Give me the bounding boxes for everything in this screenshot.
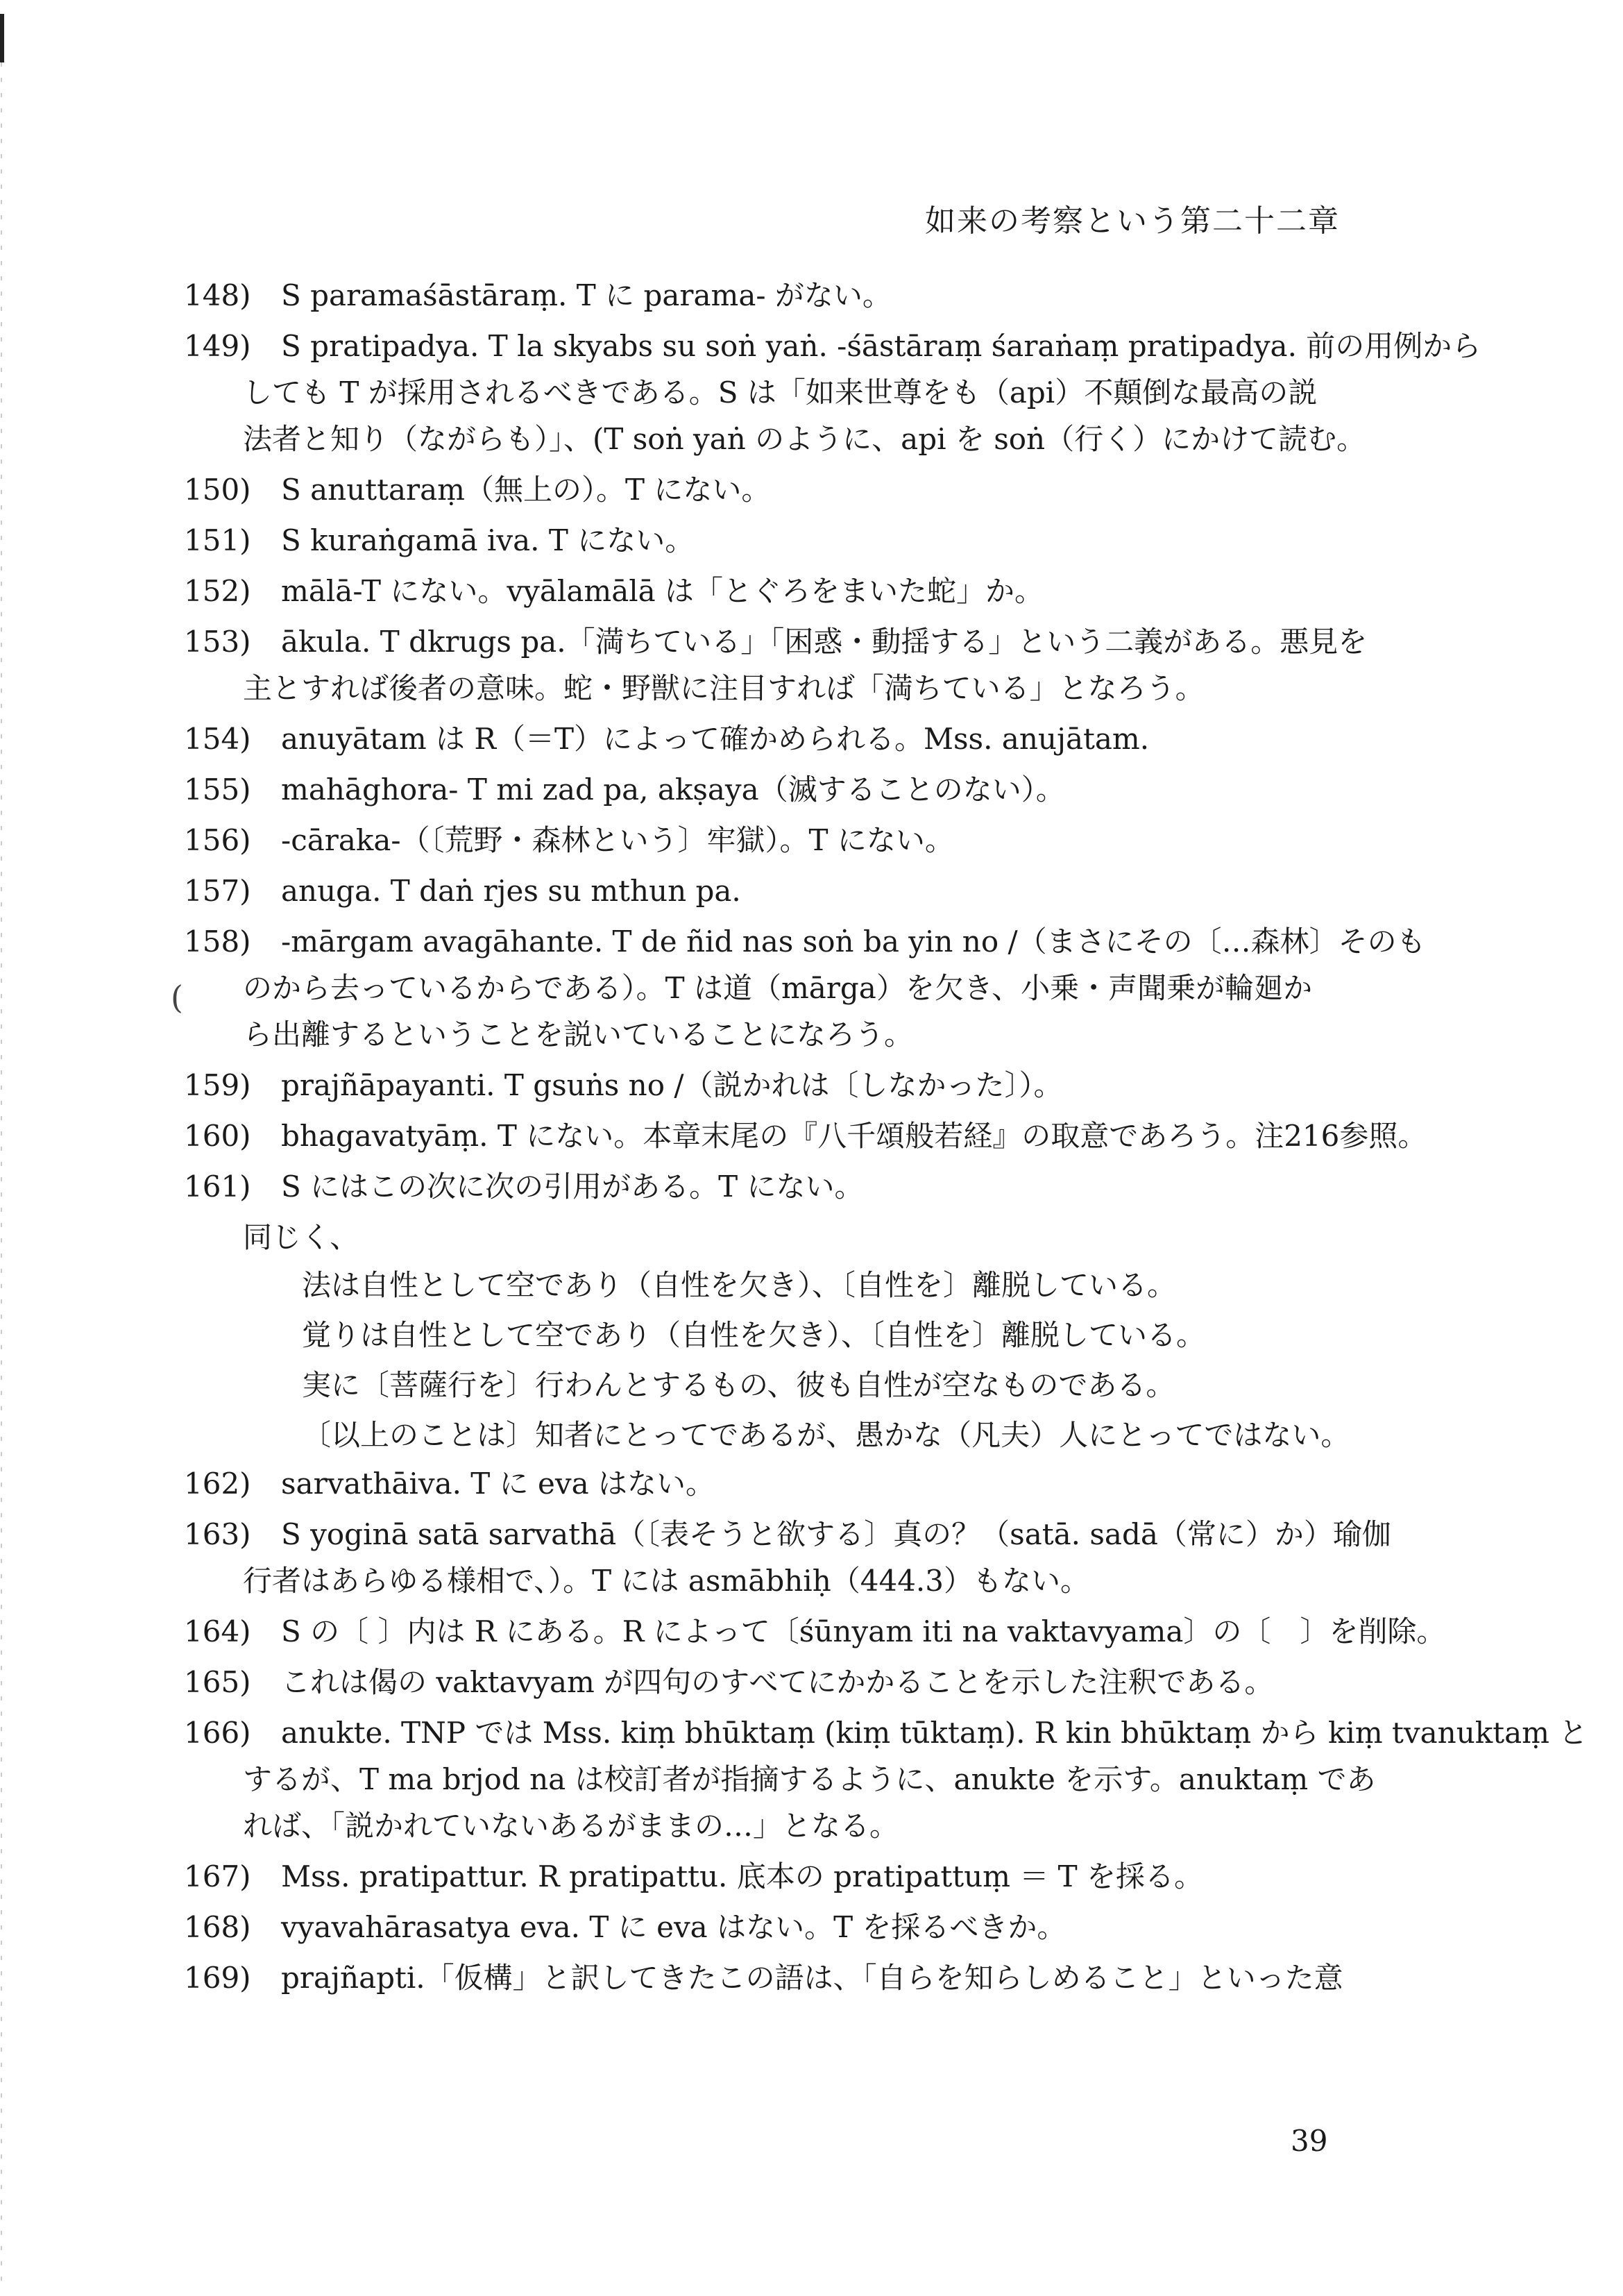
footnote-line: -mārgam avagāhante. T de ñid nas soṅ ba yin no /（まさにその〔…森林〕そのも (281, 925, 1426, 959)
footnote-number: 169) (184, 1961, 251, 1995)
footnote-line: 行者はあらゆる様相で、）。T には asmābhiḥ（444.3）もない。 (243, 1564, 1089, 1598)
verse-line: 法は自性として空であり（自性を欠き）、〔自性を〕離脱している。 (302, 1268, 1177, 1302)
footnote-number: 154) (184, 722, 251, 756)
footnote-number: 156) (184, 823, 251, 857)
footnote-number: 150) (184, 473, 251, 507)
notes-group-1 (184, 272, 1481, 1214)
footnote-line: ら出離するということを説いていることになろう。 (243, 1018, 914, 1052)
footnote-150 (184, 466, 1377, 513)
footnote-163 (184, 1511, 1391, 1604)
footnote-number: 152) (184, 574, 251, 608)
footnote-number: 151) (184, 523, 251, 557)
footnote-line: S kuraṅgamā iva. T にない。 (281, 523, 695, 557)
page-number: 39 (1291, 2124, 1328, 2158)
running-head: 如来の考察という第二十二章 (925, 203, 1340, 239)
footnote-line: S anuttaraṃ（無上の）。T にない。 (281, 473, 771, 507)
footnote-169 (184, 1955, 1377, 2001)
footnote-149 (184, 323, 1481, 462)
footnote-line: 主とすれば後者の意味。蛇・野獣に注目すれば「満ちている」となろう。 (243, 671, 1205, 705)
footnote-line: prajñapti.「仮構」と訳してきたこの語は、「自らを知らしめること」といった意 (281, 1961, 1343, 1995)
footnote-148 (184, 272, 1377, 319)
footnote-164 (184, 1608, 1446, 1655)
footnote-162 (184, 1460, 1377, 1507)
footnote-168 (184, 1904, 1377, 1950)
footnote-160 (184, 1113, 1427, 1159)
footnote-152 (184, 568, 1377, 614)
footnote-165 (184, 1659, 1377, 1705)
footnote-number: 163) (184, 1517, 251, 1551)
footnote-line: のから去っているからである）。T は道（mārga）を欠き、小乗・声聞乗が輪廻か (243, 971, 1313, 1005)
footnote-number: 160) (184, 1119, 251, 1153)
footnote-line: bhagavatyāṃ. T にない。本章末尾の『八千頌般若経』の取意であろう。注216参照。 (281, 1119, 1427, 1153)
footnote-line: prajñāpayanti. T gsuṅs no /（説かれは〔しなかった〕）。 (281, 1068, 1063, 1102)
verse-line: 実に〔菩薩行を〕行わんとするもの、彼も自性が空なものである。 (302, 1368, 1175, 1402)
footnote-line: するが、T ma brjod na は校訂者が指摘するように、anukte を示す。anuktaṃ であ (243, 1762, 1376, 1796)
footnote-line: vyavahārasatya eva. T に eva はない。T を採るべきか。 (281, 1910, 1067, 1944)
binding-mark (0, 14, 4, 62)
footnote-number: 157) (184, 874, 251, 908)
binding-line (1, 62, 2, 2284)
footnote-number: 165) (184, 1665, 251, 1699)
footnote-number: 158) (184, 925, 251, 959)
footnote-line: anuga. T daṅ rjes su mthun pa. (281, 874, 741, 908)
footnote-line: -cāraka-（〔荒野・森林という〕牢獄）。T にない。 (281, 823, 954, 857)
quote-intro: 同じく、 (243, 1220, 359, 1254)
verse-line: 〔以上のことは〕知者にとってであるが、愚かな（凡夫）人にとってではない。 (302, 1418, 1350, 1452)
footnote-number: 148) (184, 278, 251, 312)
footnote-line: sarvathāiva. T に eva はない。 (281, 1467, 715, 1501)
footnote-line: ākula. T dkrugs pa.「満ちている」「困惑・動揺する」という二義がある。悪見を (281, 625, 1368, 659)
footnote-154 (184, 716, 1377, 762)
footnote-157 (184, 868, 1377, 914)
footnote-number: 162) (184, 1467, 251, 1501)
footnote-number: 155) (184, 773, 251, 807)
footnote-number: 153) (184, 625, 251, 659)
footnote-line: S paramaśāstāraṃ. T に parama- がない。 (281, 278, 892, 312)
footnote-number: 168) (184, 1910, 251, 1944)
verse-line: 覚りは自性として空であり（自性を欠き）、〔自性を〕離脱している。 (302, 1318, 1206, 1352)
footnote-line: S にはこの次に次の引用がある。T にない。 (281, 1170, 864, 1204)
notes-list (184, 272, 1588, 2005)
footnote-155 (184, 766, 1377, 813)
footnote-167 (184, 1853, 1377, 1900)
footnote-159 (184, 1062, 1377, 1108)
footnote-161 (184, 1163, 1377, 1210)
footnote-number: 167) (184, 1859, 251, 1893)
footnote-number: 164) (184, 1614, 251, 1648)
footnote-line: れば、「説かれていないあるがままの…」となる。 (243, 1809, 899, 1843)
footnote-156 (184, 817, 1377, 863)
notes-group-2 (184, 1460, 1588, 2005)
footnote-line: これは偈の vaktavyam が四句のすべてにかかることを示した注釈である。 (281, 1665, 1274, 1699)
footnote-line: anuyātam は R（＝T）によって確かめられる。Mss. anujātam. (281, 722, 1150, 756)
footnote-166 (184, 1710, 1588, 1849)
footnote-line: しても T が採用されるべきである。S は「如来世尊をも（api）不顛倒な最高の説 (243, 375, 1318, 410)
footnote-line: S yoginā satā sarvathā（〔表そうと欲する〕真の？（satā. sadā（常に）か）瑜伽 (281, 1517, 1391, 1551)
footnote-number: 161) (184, 1170, 251, 1204)
footnote-line: 法者と知り（ながらも）」、(T soṅ yaṅ のように、api を soṅ（行く）にかけて読む。 (243, 422, 1366, 456)
footnote-line: Mss. pratipattur. R pratipattu. 底本の pratipattuṃ ＝ T を採る。 (281, 1859, 1204, 1893)
footnote-number: 166) (184, 1716, 251, 1750)
footnote-158 (184, 918, 1426, 1058)
footnote-line: mālā-T にない。vyālamālā は「とぐろをまいた蛇」か。 (281, 574, 1044, 608)
footnote-number: 159) (184, 1068, 251, 1102)
footnote-153 (184, 618, 1377, 711)
footnote-line: anukte. TNP では Mss. kiṃ bhūktaṃ (kiṃ tūktaṃ). R kin bhūktaṃ から kiṃ tvanuktaṃ と (281, 1716, 1588, 1750)
margin-mark: ( (171, 979, 183, 1016)
verse-block (184, 1260, 1377, 1460)
footnote-line: mahāghora- T mi zad pa, akṣaya（滅することのない）。 (281, 773, 1065, 807)
footnote-line: S の〔 〕内は R にある。R によって〔śūnyam iti na vaktavyama〕の〔 〕を削除。 (281, 1614, 1446, 1648)
footnote-line: S pratipadya. T la skyabs su soṅ yaṅ. -śāstāraṃ śaraṅaṃ pratipadya. 前の用例から (281, 329, 1481, 363)
footnote-number: 149) (184, 329, 251, 363)
footnote-151 (184, 517, 1377, 564)
